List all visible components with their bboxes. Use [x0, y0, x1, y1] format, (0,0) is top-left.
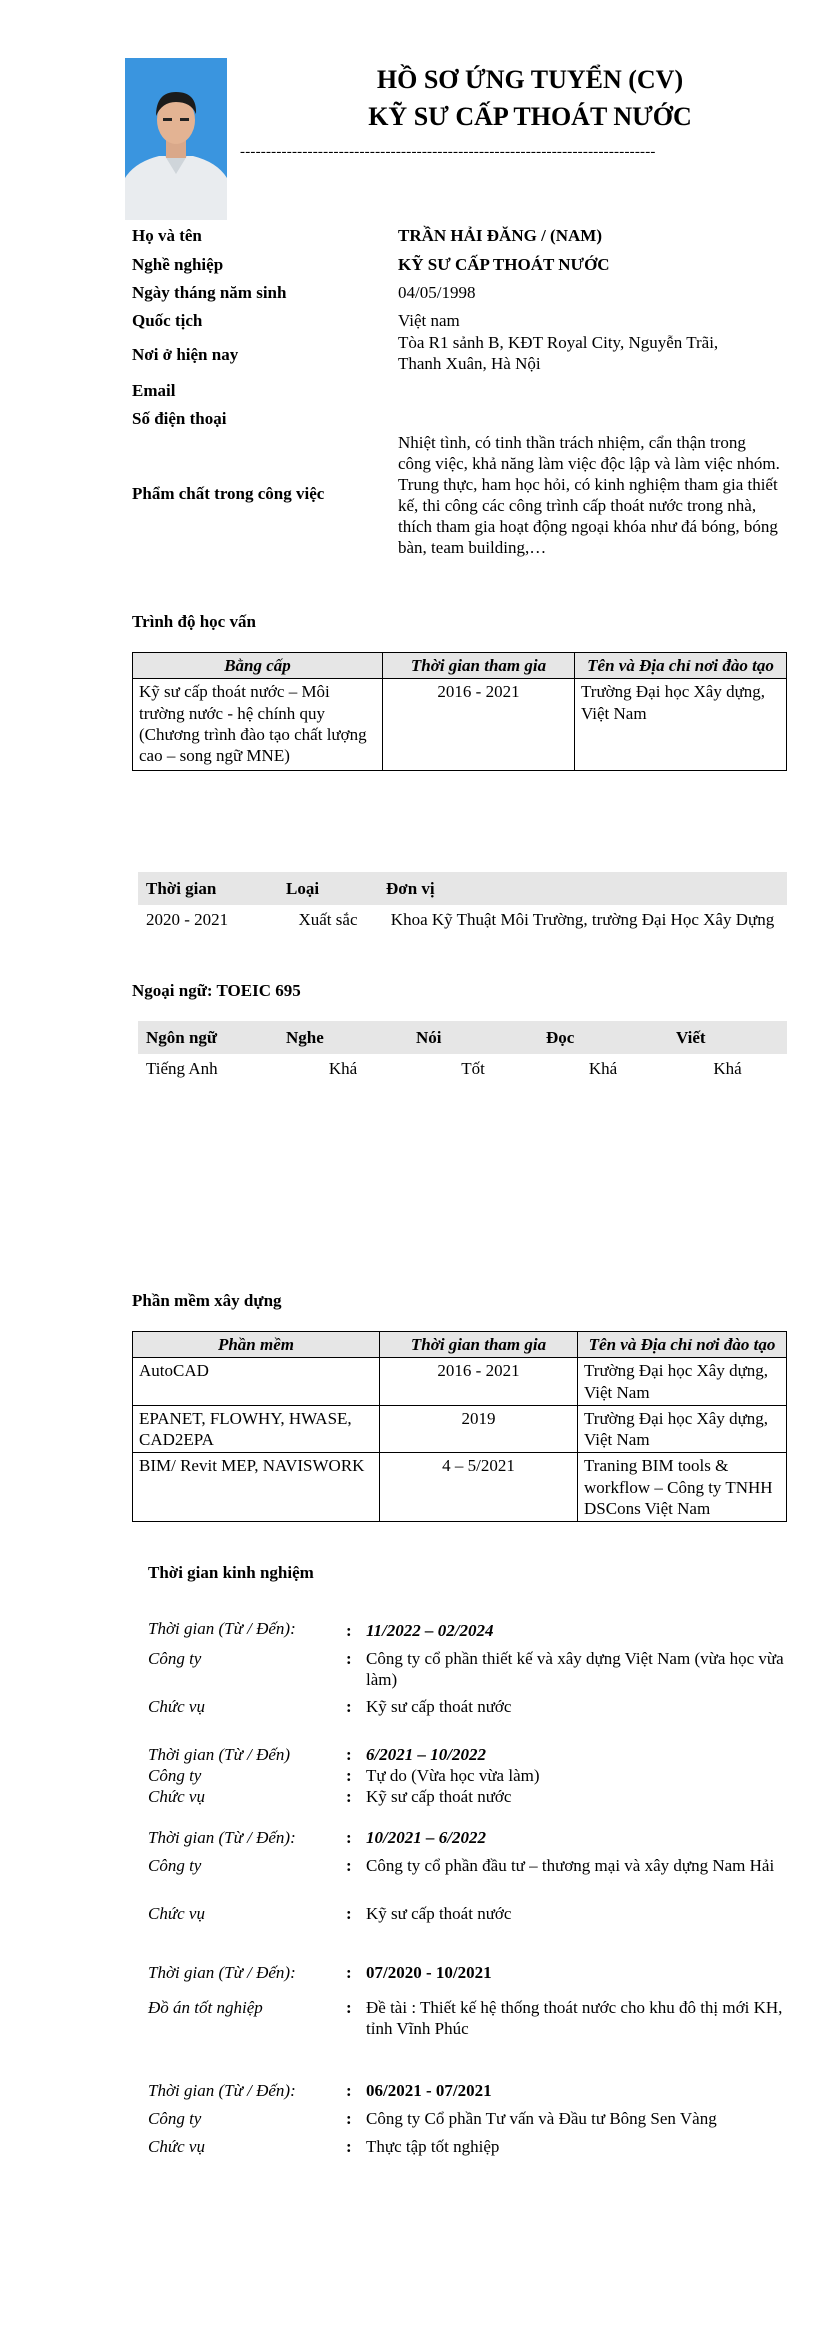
exp2-position: Kỹ sư cấp thoát nước — [366, 1787, 512, 1806]
column-header: Nói — [408, 1021, 538, 1054]
exp4-thesis-label: Đồ án tốt nghiệp — [148, 1998, 263, 2017]
table-row — [133, 1405, 787, 1453]
phone-label: Số điện thoại — [132, 409, 227, 428]
colon: : — [346, 1766, 352, 1785]
colon: : — [346, 1904, 352, 1923]
dob-label: Ngày tháng năm sinh — [132, 283, 287, 302]
exp3-company: Công ty cổ phần đầu tư – thương mại và xây dựng Nam Hải — [366, 1856, 775, 1875]
person-portrait-icon — [125, 58, 227, 220]
cv-subtitle: KỸ SƯ CẤP THOÁT NƯỚC — [368, 102, 692, 131]
column-header: Đơn vị — [378, 872, 787, 905]
table-cell: 2016 - 2021 — [383, 679, 575, 771]
colon: : — [346, 1745, 352, 1764]
exp1-company: Công ty cổ phần thiết kế và xây dựng Việt Nam (vừa học vừa làm) — [366, 1649, 784, 1690]
table-header-row — [133, 653, 787, 679]
column-header: Loại — [278, 872, 378, 905]
table-cell: Traning BIM tools & workflow – Công ty TNHH DSCons Việt Nam — [578, 1453, 787, 1522]
colon: : — [346, 2137, 352, 2156]
column-header: Tên và Địa chỉ nơi đào tạo — [578, 1332, 787, 1358]
education-heading: Trình độ học vấn — [132, 612, 256, 631]
table-header-row — [138, 1021, 787, 1054]
profile-photo — [125, 58, 227, 220]
column-header: Thời gian tham gia — [380, 1332, 578, 1358]
column-header: Viết — [668, 1021, 787, 1054]
colon: : — [346, 2109, 352, 2128]
quality-value: Nhiệt tình, có tinh thần trách nhiệm, cẩn thận trong công việc, khả năng làm việc độc lập và làm việc nhóm. Trung thực, ham học hỏi, có kinh nghiệm tham gia thiết kế, thi công các công trình cấp thoát nước trong nhà, thích tham gia hoạt động ngoại khóa như đá bóng, bóng bàn, team building,… — [398, 433, 780, 557]
exp1-time: 11/2022 – 02/2024 — [366, 1621, 494, 1640]
dob-value: 04/05/1998 — [398, 283, 476, 302]
title-divider: -------------------------------------------------------------------------------- — [240, 144, 656, 160]
exp5-company: Công ty Cổ phần Tư vấn và Đầu tư Bông Sen Vàng — [366, 2109, 717, 2128]
colon: : — [346, 1828, 352, 1847]
exp4-time-label: Thời gian (Từ / Đến): — [148, 1963, 296, 1982]
colon: : — [346, 1787, 352, 1806]
table-cell: 4 – 5/2021 — [380, 1453, 578, 1522]
exp5-time-label: Thời gian (Từ / Đến): — [148, 2081, 296, 2100]
exp5-position: Thực tập tốt nghiệp — [366, 2137, 500, 2156]
exp1-company-label: Công ty — [148, 1649, 202, 1668]
table-cell: Tiếng Anh — [146, 1059, 218, 1079]
colon: : — [346, 1856, 352, 1875]
exp4-thesis: Đề tài : Thiết kế hệ thống thoát nước cho khu đô thị mới KH, tỉnh Vĩnh Phúc — [366, 1998, 783, 2039]
table-cell: Trường Đại học Xây dựng, Việt Nam — [578, 1405, 787, 1453]
exp3-company-label: Công ty — [148, 1856, 202, 1875]
table-cell: Trường Đại học Xây dựng, Việt Nam — [578, 1358, 787, 1406]
exp2-time-label: Thời gian (Từ / Đến) — [148, 1745, 291, 1764]
exp2-time: 6/2021 – 10/2022 — [366, 1745, 486, 1764]
exp4-time: 07/2020 - 10/2021 — [366, 1963, 492, 1982]
experience-heading: Thời gian kinh nghiệm — [148, 1563, 314, 1582]
column-header: Nghe — [278, 1021, 408, 1054]
table-cell: EPANET, FLOWHY, HWASE, CAD2EPA — [133, 1405, 380, 1453]
colon: : — [346, 1621, 352, 1640]
name-value: TRẦN HẢI ĐĂNG / (NAM) — [398, 226, 602, 245]
exp3-position-label: Chức vụ — [148, 1904, 205, 1923]
table-cell: Khá — [328, 1059, 358, 1079]
table-header-row — [138, 872, 787, 905]
language-table — [138, 1021, 787, 1084]
table-row — [133, 679, 787, 771]
cv-title: HỒ SƠ ỨNG TUYỂN (CV) — [376, 65, 684, 94]
name-label: Họ và tên — [132, 226, 202, 245]
exp3-position: Kỹ sư cấp thoát nước — [366, 1904, 512, 1923]
job-value: KỸ SƯ CẤP THOÁT NƯỚC — [398, 255, 610, 274]
education-table — [132, 652, 787, 771]
table-row — [133, 1453, 787, 1522]
exp3-time-label: Thời gian (Từ / Đến): — [148, 1828, 296, 1847]
table-cell: Xuất sắc — [298, 910, 358, 930]
colon: : — [346, 1697, 352, 1716]
software-table — [132, 1331, 787, 1522]
colon: : — [346, 1963, 352, 1982]
software-heading: Phần mềm xây dựng — [132, 1291, 282, 1310]
exp5-company-label: Công ty — [148, 2109, 202, 2128]
exp3-time: 10/2021 – 6/2022 — [366, 1828, 486, 1847]
nationality-label: Quốc tịch — [132, 311, 203, 330]
table-cell: Trường Đại học Xây dựng, Việt Nam — [575, 679, 787, 771]
column-header: Đọc — [538, 1021, 668, 1054]
exp5-time: 06/2021 - 07/2021 — [366, 2081, 492, 2100]
column-header: Tên và Địa chỉ nơi đào tạo — [575, 653, 787, 679]
email-label: Email — [132, 381, 176, 400]
table-cell: Kỹ sư cấp thoát nước – Môi trường nước - hệ chính quy (Chương trình đào tạo chất lượng cao – song ngữ MNE) — [133, 679, 383, 771]
table-row — [133, 1358, 787, 1406]
table-cell: Khoa Kỹ Thuật Môi Trường, trường Đại Học Xây Dựng — [390, 910, 775, 930]
colon: : — [346, 1649, 352, 1668]
table-cell: BIM/ Revit MEP, NAVISWORK — [133, 1453, 380, 1522]
table-cell: 2019 — [380, 1405, 578, 1453]
job-label: Nghề nghiệp — [132, 255, 224, 274]
colon: : — [346, 1998, 352, 2017]
table-cell: 2016 - 2021 — [380, 1358, 578, 1406]
column-header: Ngôn ngữ — [138, 1021, 278, 1054]
column-header: Phần mềm — [133, 1332, 380, 1358]
exp1-time-label: Thời gian (Từ / Đến): — [148, 1619, 296, 1638]
column-header: Thời gian — [138, 872, 278, 905]
table-row — [138, 1054, 787, 1083]
table-header-row — [133, 1332, 787, 1358]
table-cell: 2020 - 2021 — [146, 910, 229, 930]
quality-label: Phẩm chất trong công việc — [132, 484, 325, 503]
exp1-position: Kỹ sư cấp thoát nước — [366, 1697, 512, 1716]
column-header: Bằng cấp — [133, 653, 383, 679]
colon: : — [346, 2081, 352, 2100]
address-label: Nơi ở hiện nay — [132, 345, 239, 364]
table-cell: AutoCAD — [133, 1358, 380, 1406]
awards-table — [138, 872, 787, 935]
table-cell: Khá — [588, 1059, 618, 1079]
column-header: Thời gian tham gia — [383, 653, 575, 679]
table-cell: Khá — [713, 1059, 742, 1079]
language-heading: Ngoại ngữ: TOEIC 695 — [132, 981, 301, 1000]
table-cell: Tốt — [461, 1059, 485, 1079]
nationality-value: Việt nam — [398, 311, 460, 330]
address-value: Tòa R1 sảnh B, KĐT Royal City, Nguyễn Trãi, Thanh Xuân, Hà Nội — [398, 333, 719, 374]
exp2-position-label: Chức vụ — [148, 1787, 205, 1806]
exp5-position-label: Chức vụ — [148, 2137, 205, 2156]
exp1-position-label: Chức vụ — [148, 1697, 205, 1716]
table-row — [138, 905, 787, 934]
exp2-company-label: Công ty — [148, 1766, 202, 1785]
exp2-company: Tự do (Vừa học vừa làm) — [366, 1766, 540, 1785]
